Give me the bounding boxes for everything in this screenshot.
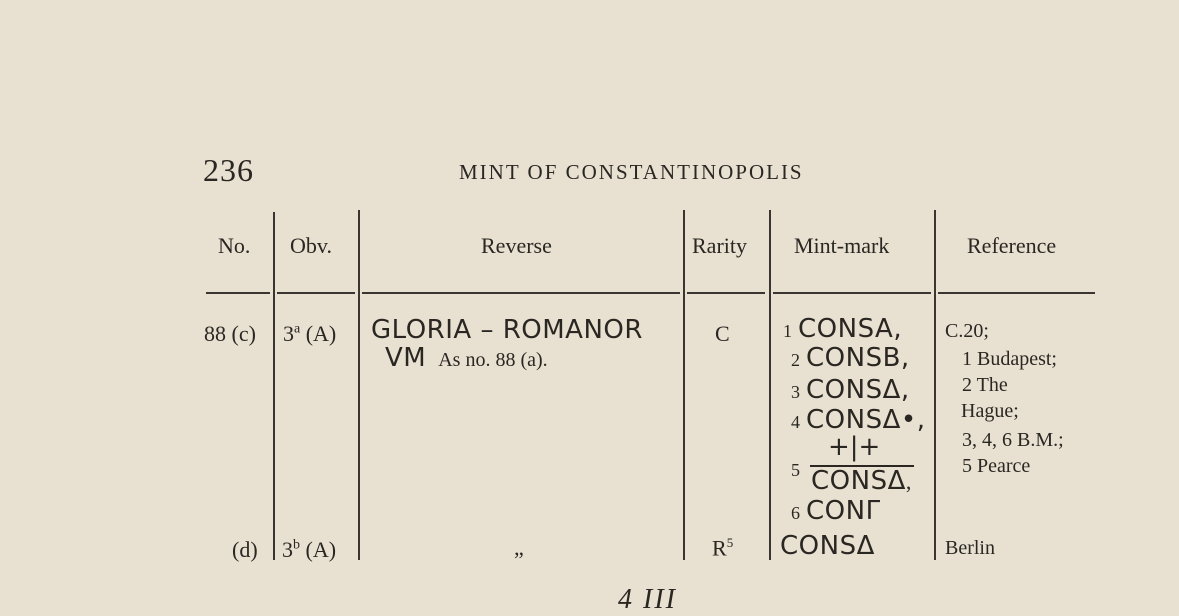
reference-line: 3, 4, 6 B.M.;	[962, 429, 1064, 451]
header-rule	[206, 292, 270, 294]
row-d-obv	[282, 537, 336, 563]
page-title: MINT OF CONSTANTINOPOLIS	[459, 160, 804, 184]
mintmark-text: CONΓ	[806, 496, 881, 526]
column-divider	[934, 210, 936, 560]
row-d-rarity	[712, 535, 733, 561]
mintmark-3	[791, 375, 910, 405]
header-rarity: Rarity	[692, 233, 747, 258]
row-88c-no: 88 (c)	[204, 321, 256, 346]
header-mintmark: Mint-mark	[794, 233, 890, 258]
footer-fragment: 4 III	[618, 584, 677, 615]
mintmark-text: CONSΔ	[811, 466, 906, 496]
row-88c-reverse-line2	[385, 343, 548, 373]
row-d-reverse-ditto: „	[514, 535, 524, 560]
header-no: No.	[218, 233, 251, 258]
obv-main: 3	[282, 537, 293, 562]
reverse-note: As no. 88 (a).	[438, 349, 548, 371]
row-88c-reverse-legend: GLORIA – ROMANOR	[371, 315, 643, 345]
obv-superscript: a	[294, 321, 301, 337]
mintmark-index: 3	[791, 382, 800, 402]
header-rule	[773, 292, 931, 294]
reverse-caps: VM	[385, 343, 427, 373]
row-d-mintmark: CONSΔ	[780, 531, 875, 561]
mintmark-text: CONSA,	[798, 314, 903, 344]
mintmark-5-bottom	[811, 466, 911, 496]
obv-superscript: b	[293, 537, 300, 553]
mintmark-text: CONSΔ,	[806, 375, 910, 405]
header-reverse: Reverse	[481, 233, 552, 258]
row-d-reference: Berlin	[945, 537, 995, 559]
mintmark-text: CONSΔ•,	[806, 405, 926, 435]
header-rule	[277, 292, 355, 294]
column-divider	[273, 212, 275, 560]
reference-line: 5 Pearce	[962, 455, 1031, 477]
mintmark-suffix: ,	[905, 469, 912, 494]
reference-line: 2 The	[962, 374, 1008, 396]
mintmark-6	[791, 496, 881, 526]
header-obv: Obv.	[290, 233, 332, 258]
mintmark-index: 6	[791, 503, 800, 523]
reference-line: Hague;	[961, 400, 1019, 422]
mintmark-1	[783, 314, 902, 344]
column-divider	[769, 210, 771, 560]
header-rule	[938, 292, 1095, 294]
rarity-main: R	[712, 535, 727, 561]
obv-suffix: (A)	[300, 321, 337, 346]
row-d-no: (d)	[232, 537, 258, 562]
rarity-superscript: 5	[726, 535, 734, 550]
mintmark-index: 5	[791, 460, 800, 480]
header-rule	[687, 292, 765, 294]
row-88c-obv	[283, 321, 336, 347]
obv-suffix: (A)	[300, 537, 337, 562]
mintmark-text: CONSB,	[806, 343, 910, 373]
mintmark-4	[791, 405, 925, 435]
column-divider	[358, 210, 360, 560]
header-rule	[362, 292, 680, 294]
mintmark-2	[791, 343, 910, 373]
mintmark-index: 1	[783, 321, 792, 341]
mintmark-index: 2	[791, 350, 800, 370]
mintmark-index: 4	[791, 412, 800, 432]
page-number: 236	[203, 152, 254, 188]
column-divider	[683, 210, 685, 560]
mintmark-5-index	[791, 460, 806, 481]
header-reference: Reference	[967, 233, 1057, 258]
row-88c-rarity: C	[715, 321, 730, 346]
obv-main: 3	[283, 321, 294, 346]
reference-line: C.20;	[945, 320, 989, 342]
reference-line: 1 Budapest;	[962, 348, 1057, 370]
mintmark-5-top: +|+	[828, 432, 881, 462]
